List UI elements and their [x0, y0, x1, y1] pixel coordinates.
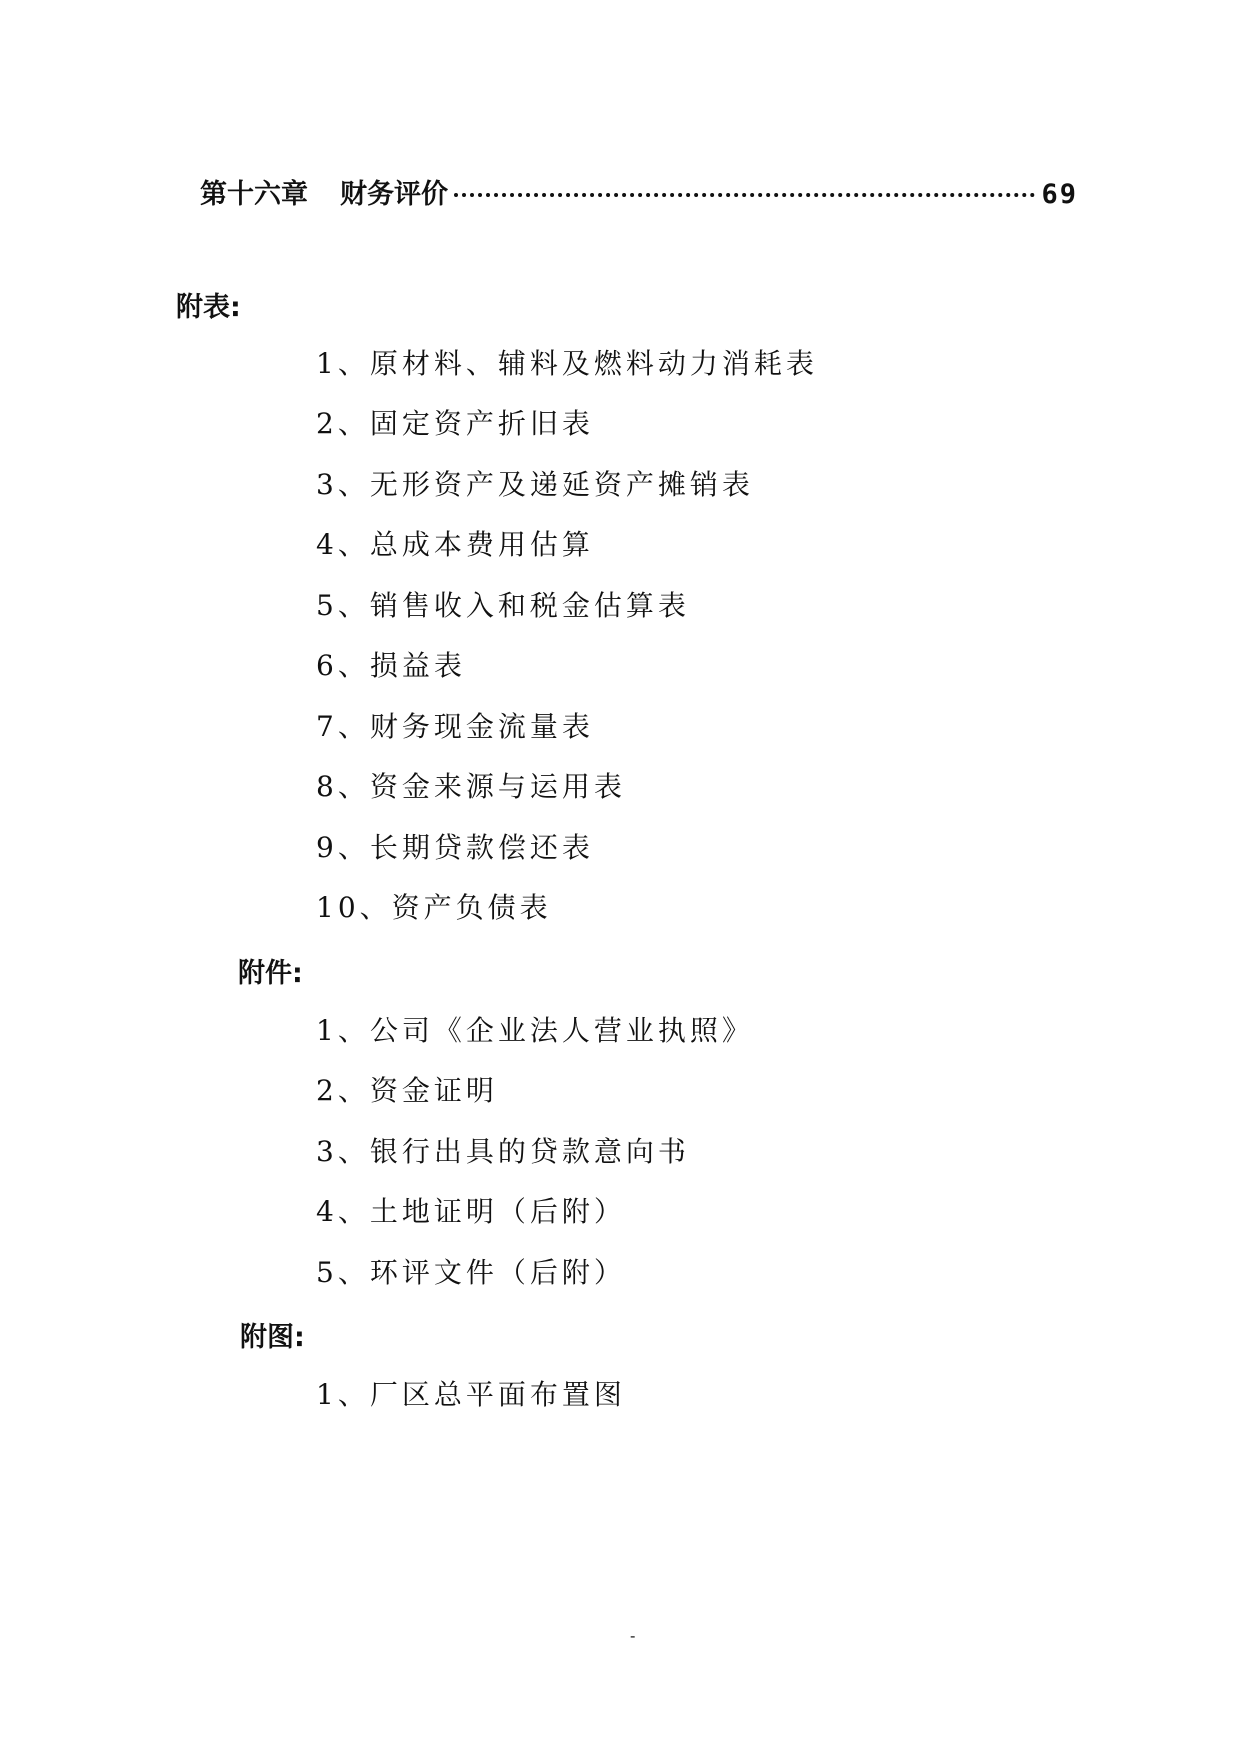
- toc-page-number: 69: [1041, 179, 1078, 210]
- toc-chapter-title: 财务评价: [340, 179, 448, 210]
- figure-item: 1、厂区总平面布置图: [316, 1378, 626, 1411]
- appendix-table-item: 10、资产负债表: [316, 891, 552, 924]
- appendix-table-item: 8、资金来源与运用表: [316, 770, 626, 803]
- appendix-table-item: 5、销售收入和税金估算表: [316, 589, 690, 622]
- toc-chapter-number: 第十六章: [200, 179, 308, 210]
- appendix-table-item: 3、无形资产及递延资产摊销表: [316, 468, 754, 501]
- appendix-table-item: 9、长期贷款偿还表: [316, 831, 594, 864]
- appendix-table-item: 6、损益表: [316, 649, 466, 682]
- attachment-item: 4、土地证明（后附）: [316, 1195, 626, 1228]
- toc-dot-leader: [454, 193, 1035, 197]
- appendix-table-item: 4、总成本费用估算: [316, 528, 594, 561]
- attachment-item: 3、银行出具的贷款意向书: [316, 1135, 690, 1168]
- attachment-item: 1、公司《企业法人营业执照》: [316, 1014, 754, 1047]
- toc-entry-chapter-16[interactable]: [200, 172, 1078, 214]
- attachment-item: 5、环评文件（后附）: [316, 1256, 626, 1289]
- attachment-item: 2、资金证明: [316, 1074, 498, 1107]
- appendix-table-item: 1、原材料、辅料及燃料动力消耗表: [316, 347, 818, 380]
- page-number-marker: -: [630, 1626, 636, 1645]
- appendix-table-item: 2、固定资产折旧表: [316, 407, 594, 440]
- figures-heading: 附图:: [240, 1322, 305, 1353]
- attachments-heading: 附件:: [238, 958, 303, 989]
- appendix-table-item: 7、财务现金流量表: [316, 710, 594, 743]
- appendix-tables-heading: 附表:: [176, 292, 241, 323]
